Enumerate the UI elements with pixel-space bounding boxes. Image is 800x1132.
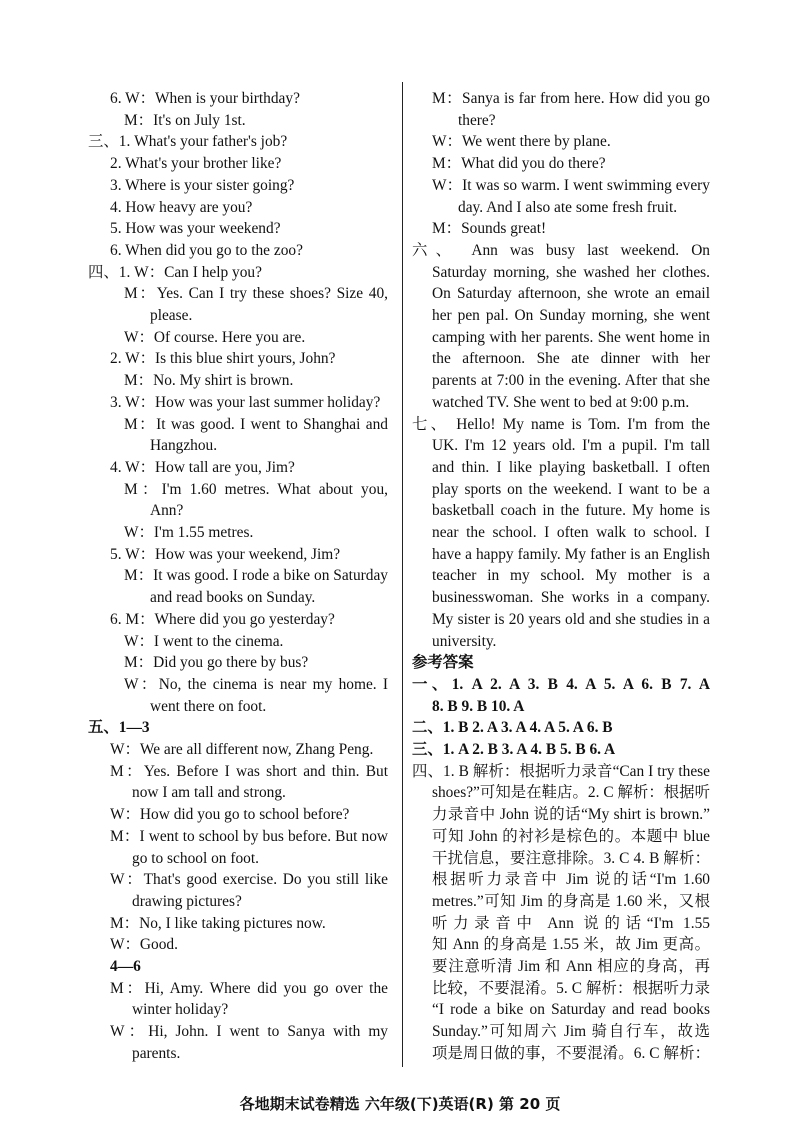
text-line: shoes?”可知是在鞋店。2. C 解析：根据听 xyxy=(432,784,710,802)
text-line: My sister is 20 years old and she studies in a xyxy=(432,610,710,628)
text-line: 四、1. B 解析：根据听力录音“Can I try these xyxy=(412,762,710,780)
text-line: 根据听力录音中 Jim 说的话“I'm 1.60 xyxy=(432,871,710,889)
text-line: “I rode a bike on Saturday and read books xyxy=(432,1001,710,1019)
text-line: 听力录音中 Ann 说的话“I'm 1.55 xyxy=(432,914,710,932)
text-line: 8. B 9. B 10. A xyxy=(432,697,525,715)
text-line: 三、1. A 2. B 3. A 4. B 5. B 6. A xyxy=(412,741,616,758)
text-line: W：Good. xyxy=(110,936,178,954)
text-line: 6. W：When is your birthday? xyxy=(110,90,300,107)
text-line: metres.”可知 Jim 的身高是 1.60 米，又根 xyxy=(432,892,710,910)
text-line: W：We went there by plane. xyxy=(432,133,611,151)
column-divider xyxy=(402,82,403,1067)
text-line: M：I'm 1.60 metres. What about you, xyxy=(124,480,388,498)
text-line: W：We are all different now, Zhang Peng. xyxy=(110,741,374,758)
text-line: 2. What's your brother like? xyxy=(110,155,282,173)
text-line: Sunday.”可知周六 Jim 骑自行车，故选 xyxy=(432,1023,710,1041)
text-line: 知 Ann 的身高是 1.55 米，故 Jim 更高。 xyxy=(432,936,710,954)
text-line: play sports on the weekend. I want to be a xyxy=(432,480,710,498)
text-line: drawing pictures? xyxy=(132,892,242,910)
text-line: M：Did you go there by bus? xyxy=(124,654,309,672)
text-line: M：It was good. I rode a bike on Saturday xyxy=(124,567,388,585)
text-line: W：How did you go to school before? xyxy=(110,806,350,824)
text-line: 项是周日做的事，不要混淆。6. C 解析： xyxy=(432,1044,710,1062)
text-line: M：It's on July 1st. xyxy=(124,111,246,129)
text-line: went there on foot. xyxy=(150,697,267,715)
text-line: 6. When did you go to the zoo? xyxy=(110,241,303,259)
text-line: 比较，不要混淆。5. C 解析：根据听力录 xyxy=(432,979,710,997)
text-line: 三、1. What's your father's job? xyxy=(88,133,288,151)
text-line: and thin. I like playing basketball. I often xyxy=(432,458,710,476)
text-line: university. xyxy=(432,632,497,650)
text-line: Saturday morning, she washed her clothes. xyxy=(432,263,710,281)
text-line: M：Sanya is far from here. How did you go xyxy=(432,90,710,107)
text-line: her pen pal. On Sunday morning, she went xyxy=(432,307,710,324)
text-line: 5. How was your weekend? xyxy=(110,220,281,238)
text-line: Ann? xyxy=(150,502,184,520)
text-line: 二、1. B 2. A 3. A 4. A 5. A 6. B xyxy=(412,719,613,737)
text-line: W：I'm 1.55 metres. xyxy=(124,524,254,541)
text-line: teacher in my school. My mother is a xyxy=(432,567,710,585)
text-line: UK. I'm 12 years old. I'm a pupil. I'm tall xyxy=(432,437,710,455)
text-line: 3. Where is your sister going? xyxy=(110,176,295,194)
text-line: 力录音中 John 说的话“My shirt is brown.” xyxy=(432,806,710,824)
text-line: have a happy family. My father is an English xyxy=(432,545,710,563)
text-line: On Saturday afternoon, she wrote an email xyxy=(432,285,710,303)
text-line: 可知 John 的衬衫是棕色的。本题中 blue xyxy=(432,827,710,845)
text-line: 3. W：How was your last summer holiday? xyxy=(110,393,381,411)
text-line: W：It was so warm. I went swimming every xyxy=(432,176,710,194)
text-line: M：No, I like taking pictures now. xyxy=(110,914,326,932)
text-line: near the school. I often walk to school. I xyxy=(432,524,710,541)
text-line: 参考答案 xyxy=(412,654,474,672)
text-line: M：Sounds great! xyxy=(432,220,547,238)
text-line: W：That's good exercise. Do you still like xyxy=(110,871,388,889)
text-line: please. xyxy=(150,307,193,324)
text-line: basketball coach in the future. My home is xyxy=(432,502,710,520)
text-line: M：Yes. Before I was short and thin. But xyxy=(110,762,388,780)
text-line: 4—6 xyxy=(110,958,141,975)
text-line: parents at 7:00 in the evening. After that she xyxy=(432,372,710,390)
text-line: M：What did you do there? xyxy=(432,155,606,173)
text-line: W：Of course. Here you are. xyxy=(124,328,306,346)
text-line: there? xyxy=(458,111,496,129)
text-line: M：It was good. I went to Shanghai and xyxy=(124,415,388,433)
text-line: Hangzhou. xyxy=(150,437,218,455)
text-line: W：No, the cinema is near my home. I xyxy=(124,675,388,693)
text-line: 4. How heavy are you? xyxy=(110,198,253,216)
text-line: watched TV. She went to bed at 9:00 p.m. xyxy=(432,393,690,411)
text-line: W：Hi, John. I went to Sanya with my xyxy=(110,1023,388,1041)
text-line: businesswoman. She works in a company. xyxy=(432,589,710,607)
text-line: M：I went to school by bus before. But now xyxy=(110,827,388,845)
text-line: 六、 Ann was busy last weekend. On xyxy=(412,241,710,259)
text-line: 2. W：Is this blue shirt yours, John? xyxy=(110,350,336,368)
text-line: M：No. My shirt is brown. xyxy=(124,372,294,390)
text-line: 五、1—3 xyxy=(88,719,150,737)
text-line: the afternoon. She ate dinner with her xyxy=(432,350,710,368)
text-line: W：I went to the cinema. xyxy=(124,632,284,650)
text-line: 要注意听清 Jim 和 Ann 相应的身高，再 xyxy=(432,958,710,975)
text-line: now I am tall and strong. xyxy=(132,784,286,802)
text-line: 5. W：How was your weekend, Jim? xyxy=(110,545,341,563)
text-line: and read books on Sunday. xyxy=(150,589,316,607)
text-line: M：Hi, Amy. Where did you go over the xyxy=(110,979,388,997)
text-line: camping with her parents. She went home in xyxy=(432,328,710,346)
text-line: 干扰信息，要注意排除。3. C 4. B 解析： xyxy=(432,849,710,867)
text-line: M：Yes. Can I try these shoes? Size 40, xyxy=(124,285,388,303)
page-footer: 各地期末试卷精选 六年级(下)英语(R) 第 20 页 xyxy=(239,1095,561,1113)
text-line: 七、 Hello! My name is Tom. I'm from the xyxy=(412,415,710,433)
text-line: parents. xyxy=(132,1044,181,1062)
text-line: 四、1. W：Can I help you? xyxy=(88,263,262,281)
text-line: go to school on foot. xyxy=(132,849,259,867)
text-line: 一、1. A 2. A 3. B 4. A 5. A 6. B 7. A xyxy=(412,675,710,693)
text-line: winter holiday? xyxy=(132,1001,229,1019)
text-line: 4. W：How tall are you, Jim? xyxy=(110,458,295,476)
text-line: day. And I also ate some fresh fruit. xyxy=(458,198,678,216)
text-line: 6. M：Where did you go yesterday? xyxy=(110,610,335,628)
